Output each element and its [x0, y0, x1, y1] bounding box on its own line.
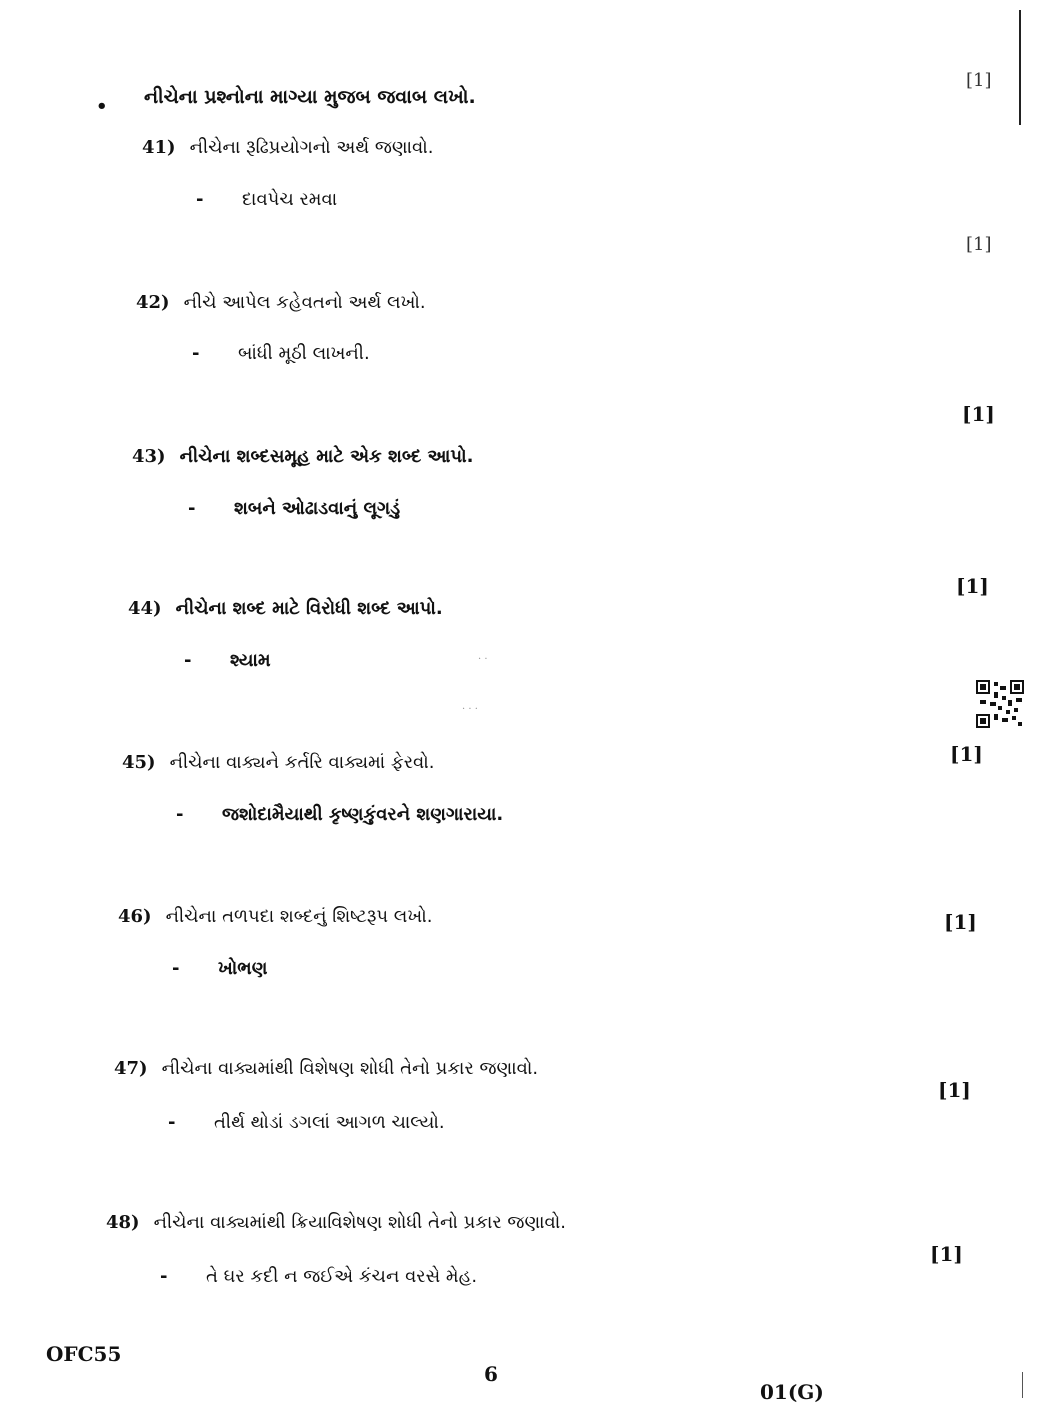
marks-43: [1]: [956, 574, 989, 598]
question-number: 43): [132, 446, 166, 467]
question-text: નીચેના વાક્યમાંથી વિશેષણ શોધી તેનો પ્રકાર જણાવો.: [161, 1058, 539, 1079]
question-47-item: [168, 1112, 445, 1133]
item-text: શ્યામ: [230, 650, 271, 671]
question-43-item: [188, 498, 400, 519]
item-dash: -: [168, 1112, 176, 1133]
item-dash: -: [188, 498, 196, 519]
marks-42: [1]: [962, 402, 995, 426]
item-text: ખોભણ: [218, 958, 268, 979]
question-text: નીચેના વાક્યને કર્તરિ વાક્યમાં ફેરવો.: [169, 752, 435, 773]
margin-rule: [1019, 10, 1021, 125]
question-42-item: [192, 343, 370, 364]
marks-top: [1]: [966, 70, 992, 91]
question-text: નીચેના તળપદા શબ્દનું શિષ્ટરૂપ લખો.: [165, 906, 433, 927]
question-text: નીચે આપેલ કહેવતનો અર્થ લખો.: [183, 292, 426, 313]
paper-code: OFC55: [46, 1342, 122, 1366]
marks-47: [1]: [938, 1078, 971, 1102]
item-dash: -: [184, 650, 192, 671]
question-number: 42): [136, 292, 170, 313]
margin-tick: [1022, 1372, 1023, 1398]
question-number: 46): [118, 906, 152, 927]
section-instruction: નીચેના પ્રશ્નોના માગ્યા મુજબ જવાબ લખો.: [144, 86, 476, 108]
question-45: [122, 752, 434, 773]
question-48: [106, 1212, 566, 1233]
question-number: 48): [106, 1212, 140, 1233]
question-text: નીચેના રૂઢિપ્રયોગનો અર્થ જણાવો.: [189, 137, 434, 158]
item-dash: -: [176, 804, 184, 825]
item-text: બાંધી મૂઠી લાખની.: [238, 343, 370, 364]
item-text: તે ઘર કદી ન જઈએ કંચન વરસે મેહ.: [206, 1266, 478, 1287]
paper-ref: 01(G): [760, 1380, 824, 1404]
scan-speck: · ·: [478, 654, 488, 665]
item-text: જશોદામૈયાથી કૃષ્ણકુંવરને શણગારાયા.: [222, 804, 504, 825]
question-43: [132, 446, 473, 467]
question-number: 47): [114, 1058, 148, 1079]
item-text: શબને ઓઢાડવાનું લૂગડું: [234, 498, 401, 519]
page-number: 6: [484, 1362, 498, 1386]
question-42: [136, 292, 426, 313]
item-dash: -: [192, 343, 200, 364]
question-text: નીચેના શબ્દ માટે વિરોધી શબ્દ આપો.: [175, 598, 443, 619]
marks-41: [1]: [966, 234, 992, 255]
qr-code-icon: [976, 680, 1024, 728]
item-dash: -: [172, 958, 180, 979]
scan-speck: · · ·: [462, 704, 478, 715]
question-41: [142, 137, 433, 158]
question-text: નીચેના વાક્યમાંથી ક્રિયાવિશેષણ શોધી તેનો પ્રકાર જણાવો.: [153, 1212, 566, 1233]
question-48-item: [160, 1266, 477, 1287]
question-number: 45): [122, 752, 156, 773]
marks-48: [1]: [930, 1242, 963, 1266]
item-text: તીર્થ થોડાં ડગલાં આગળ ચાલ્યો.: [214, 1112, 445, 1133]
instruction-bullet: •: [96, 96, 108, 117]
question-number: 41): [142, 137, 176, 158]
question-44: [128, 598, 443, 619]
marks-46: [1]: [944, 910, 977, 934]
item-dash: -: [196, 189, 204, 210]
question-46: [118, 906, 432, 927]
question-44-item: [184, 650, 271, 671]
question-46-item: [172, 958, 267, 979]
question-number: 44): [128, 598, 162, 619]
question-41-item: [196, 189, 337, 210]
question-45-item: [176, 804, 503, 825]
item-dash: -: [160, 1266, 168, 1287]
item-text: દાવપેચ રમવા: [242, 189, 338, 210]
marks-45: [1]: [950, 742, 983, 766]
question-text: નીચેના શબ્દસમૂહ માટે એક શબ્દ આપો.: [179, 446, 474, 467]
question-47: [114, 1058, 538, 1079]
